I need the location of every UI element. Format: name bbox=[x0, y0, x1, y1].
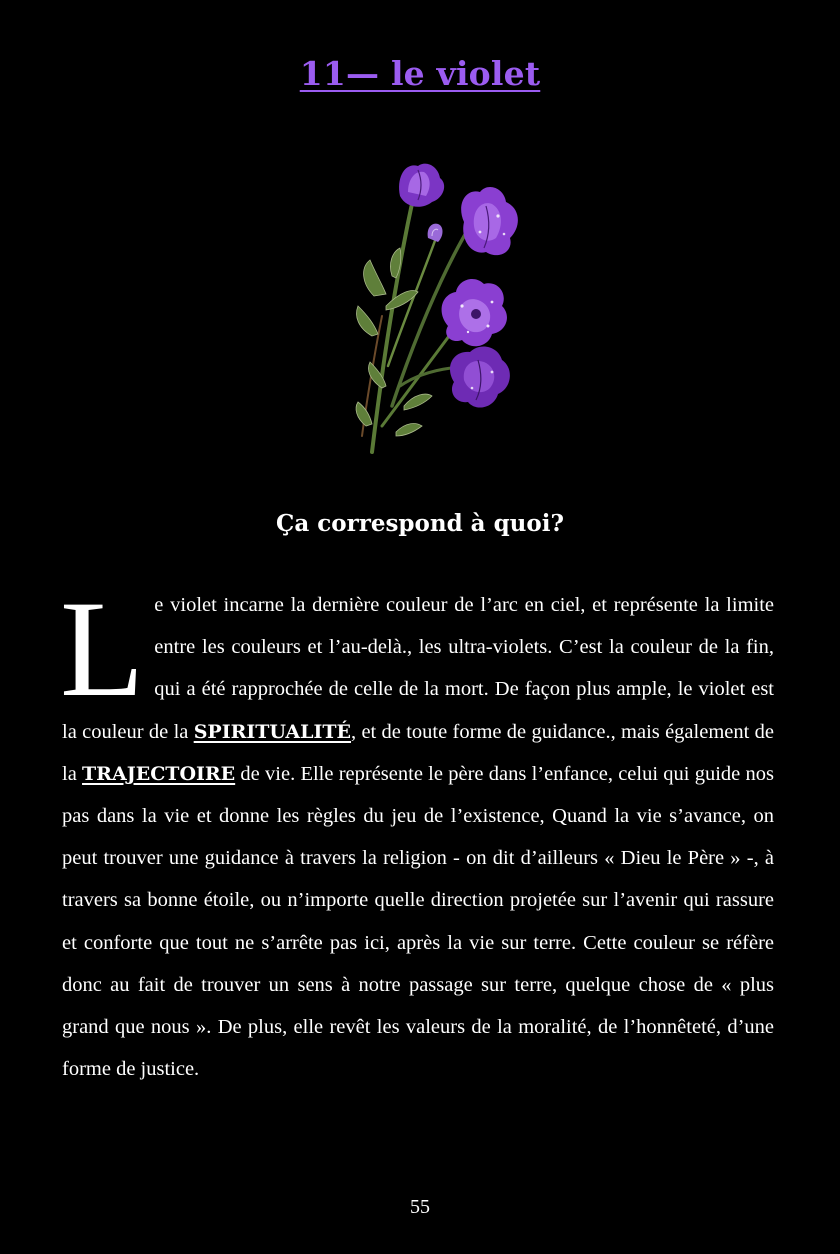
body-paragraph bbox=[60, 572, 774, 1090]
keyword-spiritualite: SPIRITUALITÉ bbox=[193, 720, 351, 743]
flower-top-right bbox=[461, 187, 518, 255]
flower-bottom bbox=[450, 346, 510, 407]
flower-top-left bbox=[399, 164, 444, 207]
keyword-trajectoire: TRAJECTOIRE bbox=[82, 762, 236, 785]
section-heading: Ça correspond à quoi? bbox=[276, 510, 564, 537]
violet-flower-illustration bbox=[352, 156, 542, 454]
chapter-title: 11— le violet bbox=[299, 54, 541, 93]
flower-middle bbox=[442, 279, 507, 346]
drop-cap-letter: L bbox=[60, 572, 145, 725]
paragraph-text-part1: e violet incarne la dernière couleur de l’arc en ciel, et représente la limite entre les couleurs et l’au-delà., les ultra-violets. C’est la couleur de la fin, qui a été rapprochée de celle de la mort. De façon plus ample, le violet est la couleur de la bbox=[62, 594, 774, 743]
paragraph-text-part3: de vie. Elle représente le père dans l’enfance, celui qui guide nos pas dans la vie et donne les règles du jeu de l’existence, Quand la vie s’avance, on peut trouver une guidance à travers la religion - on dit d’ailleurs « Dieu le Père » -, à travers sa bonne étoile, ou n’importe quelle direction projetée sur l’avenir qui rassure et conforte que tout ne s’arrête pas ici, après la vie sur terre. Cette couleur se réfère donc au fait de trouver un sens à notre passage sur terre, quelque chose de « plus grand que nous ». De plus, elle revêt les valeurs de la moralité, de l’honnêteté, d’une forme de justice. bbox=[62, 762, 774, 1081]
flower-bud bbox=[428, 224, 443, 242]
paragraph-text-part2: , et de toute forme de guidance., mais également de la bbox=[62, 720, 774, 785]
page-number: 55 bbox=[410, 1196, 430, 1218]
